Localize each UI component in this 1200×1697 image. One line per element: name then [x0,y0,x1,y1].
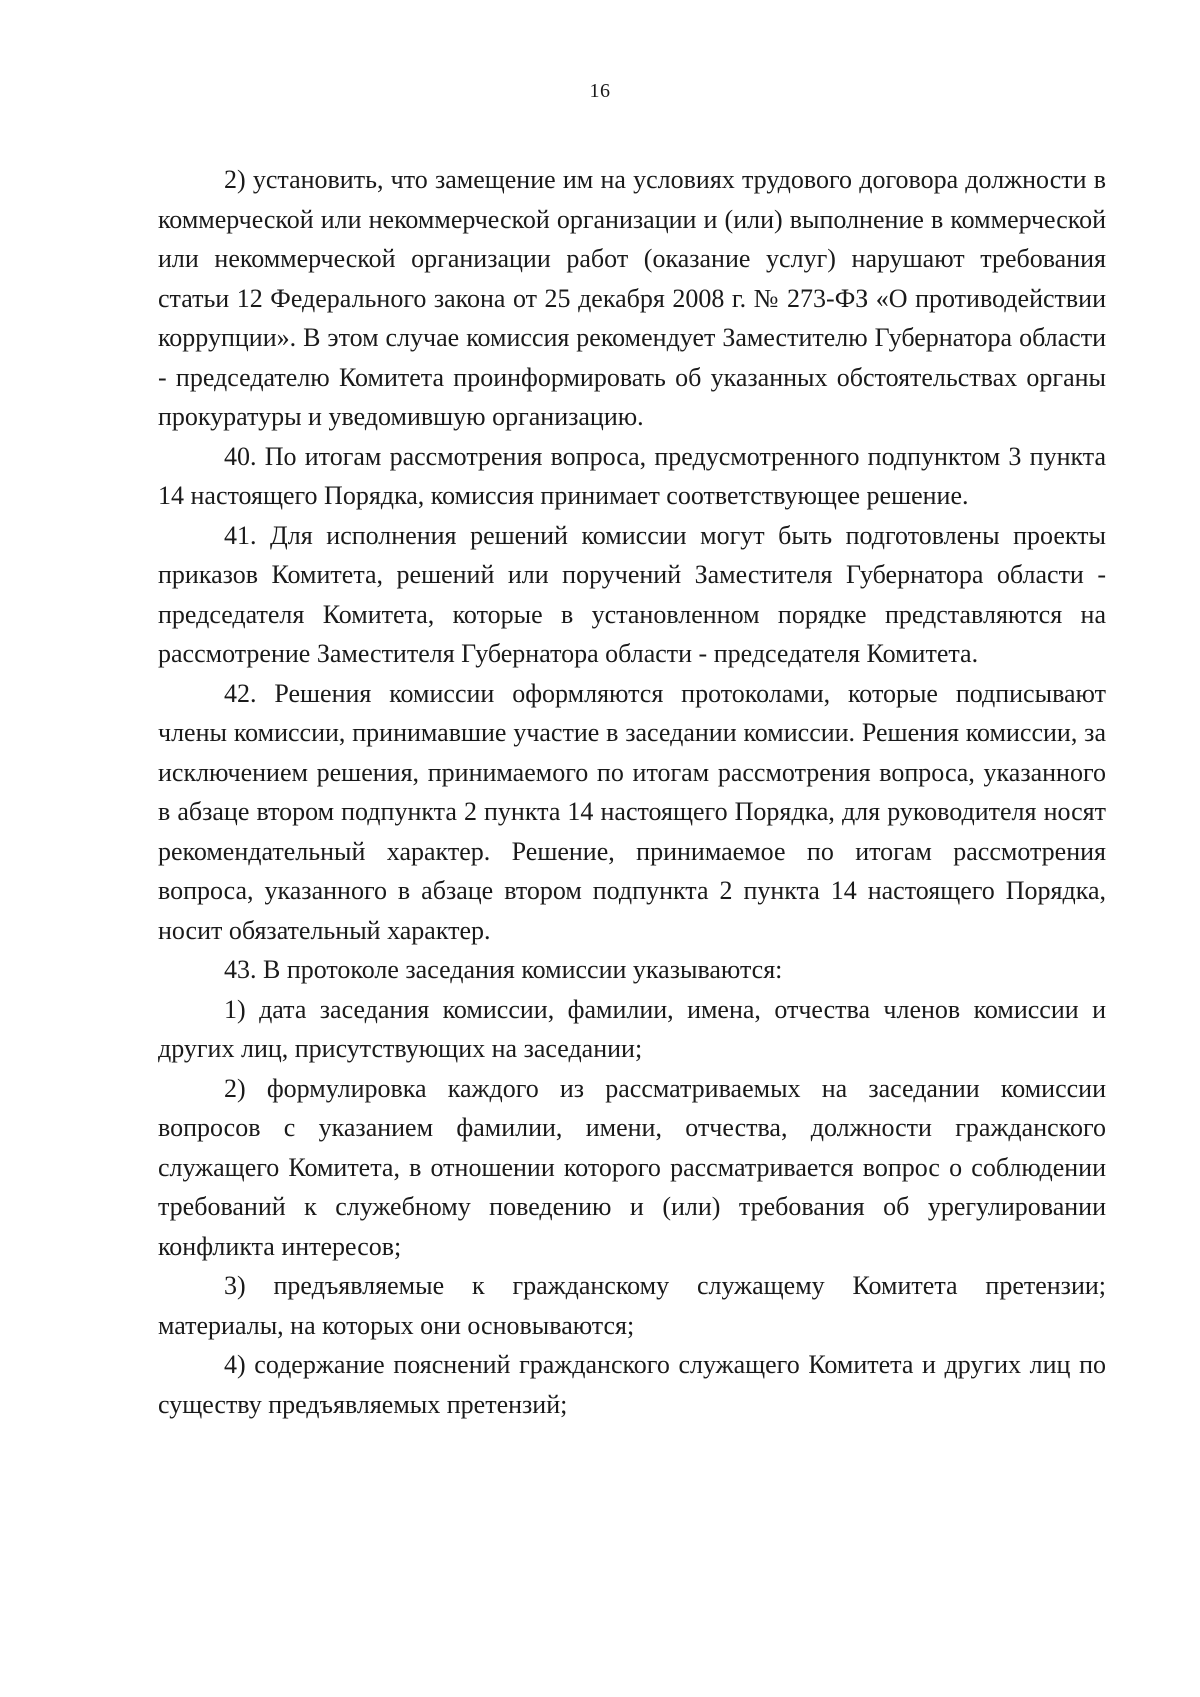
paragraph-43-item-4: 4) содержание пояснений гражданского служащего Комитета и других лиц по существу предъявляемых претензий; [158,1350,1106,1419]
document-body [158,160,1106,1424]
paragraph-42: 42. Решения комиссии оформляются протоколами, которые подписывают члены комиссии, принимавшие участие в заседании комиссии. Решения комиссии, за исключением решения, принимаемого по итогам рассмотрения вопроса, указанного в абзаце втором подпункта 2 пункта 14 настоящего Порядка, для руководителя носят рекомендательный характер. Решение, принимаемое по итогам рассмотрения вопроса, указанного в абзаце втором подпункта 2 пункта 14 настоящего Порядка, носит обязательный характер. [158,678,1106,945]
paragraph-43: 43. В протоколе заседания комиссии указываются: [224,955,783,984]
page-number: 16 [589,80,611,102]
paragraph-43-item-3: 3) предъявляемые к гражданскому служащему Комитета претензии; материалы, на которых они основываются; [158,1271,1106,1340]
paragraph-43-item-2: 2) формулировка каждого из рассматриваемых на заседании комиссии вопросов с указанием фамилии, имени, отчества, должности гражданского служащего Комитета, в отношении которого рассматривается вопрос о соблюдении требований к служебному поведению и (или) требования об урегулировании конфликта интересов; [158,1073,1106,1261]
paragraph-43-item-1: 1) дата заседания комиссии, фамилии, имена, отчества членов комиссии и других лиц, присутствующих на заседании; [158,994,1106,1063]
paragraph-40: 40. По итогам рассмотрения вопроса, предусмотренного подпунктом 3 пункта 14 настоящего Порядка, комиссия принимает соответствующее решение. [158,441,1106,510]
paragraph-subitem-2-conclusion: 2) установить, что замещение им на условиях трудового договора должности в коммерческой или некоммерческой организации и (или) выполнение в коммерческой или некоммерческой организации работ (оказание услуг) нарушают требования статьи 12 Федерального закона от 25 декабря 2008 г. № 273-ФЗ «О противодействии коррупции». В этом случае комиссия рекомендует Заместителю Губернатора области - председателю Комитета проинформировать об указанных обстоятельствах органы прокуратуры и уведомившую организацию. [158,165,1106,431]
paragraph-41: 41. Для исполнения решений комиссии могут быть подготовлены проекты приказов Комитета, решений или поручений Заместителя Губернатора области - председателя Комитета, которые в установленном порядке представляются на рассмотрение Заместителя Губернатора области - председателя Комитета. [158,520,1106,668]
